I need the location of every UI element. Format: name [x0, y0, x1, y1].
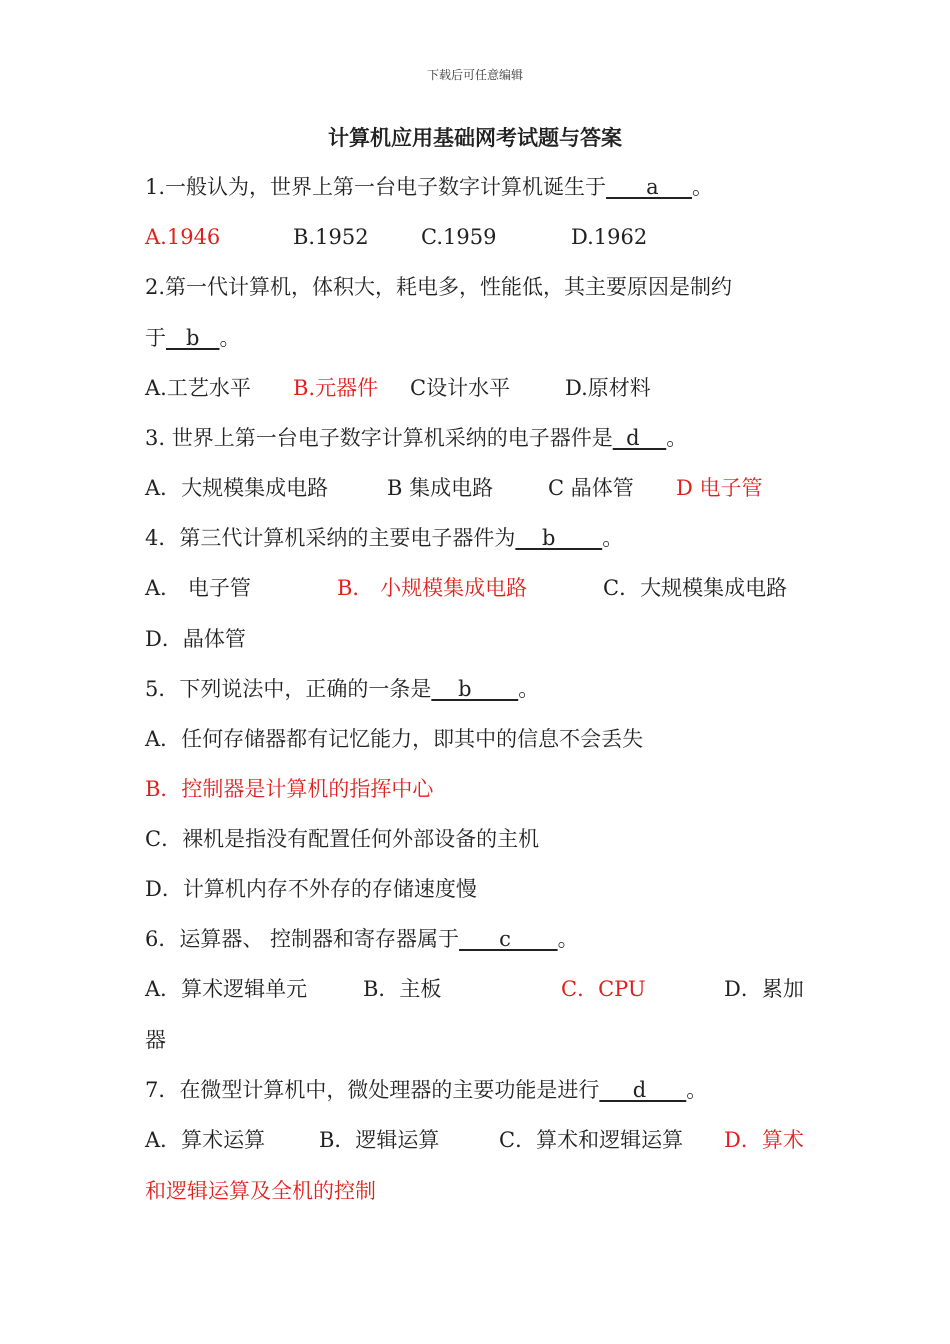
option-d: D．累加	[724, 977, 804, 1001]
option-a: A.工艺水平	[145, 376, 251, 400]
question-stem: 7．在微型计算机中，微处理器的主要功能是进行	[145, 1078, 600, 1102]
option-d-correct: D．算术	[724, 1128, 804, 1152]
question-6: 6．运算器、 控制器和寄存器属于 c 。	[145, 927, 579, 951]
question-stem: 6．运算器、 控制器和寄存器属于	[145, 927, 460, 951]
question-3: 3. 世界上第一台电子数字计算机采纳的电子器件是 d 。	[145, 426, 688, 450]
option-d: D.1962	[571, 225, 648, 249]
question-stem: 5．下列说法中，正确的一条是	[145, 677, 432, 701]
question-2-continued: 于 b 。	[145, 326, 241, 350]
question-stem: 2.第一代计算机，体积大，耗电多，性能低，其主要原因是制约	[145, 275, 733, 299]
question-7-options-continued: 和逻辑运算及全机的控制	[145, 1179, 376, 1203]
option-a: A．大规模集成电路	[145, 476, 329, 500]
option-d: D．晶体管	[145, 627, 246, 651]
option-a: A．算术逻辑单元	[145, 977, 308, 1001]
answer-blank: b	[515, 526, 603, 550]
option-c-correct: C．CPU	[561, 977, 646, 1001]
option-b: B．逻辑运算	[319, 1128, 440, 1152]
question-stem: 4．第三代计算机采纳的主要电子器件为	[145, 526, 516, 550]
answer-blank: d	[612, 426, 667, 450]
question-4: 4．第三代计算机采纳的主要电子器件为 b 。	[145, 526, 624, 550]
option-a: A． 电子管	[145, 576, 251, 600]
option-c: C．大规模集成电路	[603, 576, 788, 600]
option-b: B.1952	[293, 225, 369, 249]
question-stem: 1.一般认为，世界上第一台电子数字计算机诞生于	[145, 175, 607, 199]
option-b-correct: B．控制器是计算机的指挥中心	[145, 777, 434, 801]
answer-blank: b	[431, 677, 519, 701]
question-7: 7．在微型计算机中，微处理器的主要功能是进行 d 。	[145, 1078, 708, 1102]
option-c: C 晶体管	[548, 476, 634, 500]
option-a: A．算术运算	[145, 1128, 266, 1152]
option-b: B 集成电路	[387, 476, 494, 500]
option-c: C．算术和逻辑运算	[499, 1128, 684, 1152]
question-2	[145, 272, 815, 302]
option-d: D．计算机内存不外存的存储速度慢	[145, 877, 477, 901]
question-stem: 3. 世界上第一台电子数字计算机采纳的电子器件是	[145, 426, 613, 450]
question-6-options-continued: 器	[145, 1028, 166, 1052]
option-b: B．主板	[363, 977, 442, 1001]
option-a-correct: A.1946	[145, 225, 221, 249]
answer-blank: a	[606, 175, 692, 199]
option-d: D.原材料	[565, 376, 651, 400]
option-c: C．裸机是指没有配置任何外部设备的主机	[145, 827, 540, 851]
page-title: 计算机应用基础网考试题与答案	[328, 126, 622, 150]
option-c: C设计水平	[410, 376, 511, 400]
answer-blank: c	[459, 927, 558, 951]
option-a: A．任何存储器都有记忆能力，即其中的信息不会丢失	[145, 727, 644, 751]
answer-blank: b	[166, 326, 220, 350]
answer-blank: d	[599, 1078, 687, 1102]
option-b-correct: B． 小规模集成电路	[337, 576, 528, 600]
option-d-correct: D 电子管	[676, 476, 763, 500]
option-b-correct: B.元器件	[293, 376, 379, 400]
question-1: 1.一般认为，世界上第一台电子数字计算机诞生于 a 。	[145, 175, 713, 199]
page-header: 下载后可任意编辑	[426, 68, 523, 82]
option-c: C.1959	[421, 225, 497, 249]
question-5: 5．下列说法中，正确的一条是 b 。	[145, 677, 540, 701]
question-4-options-continued	[145, 624, 815, 654]
